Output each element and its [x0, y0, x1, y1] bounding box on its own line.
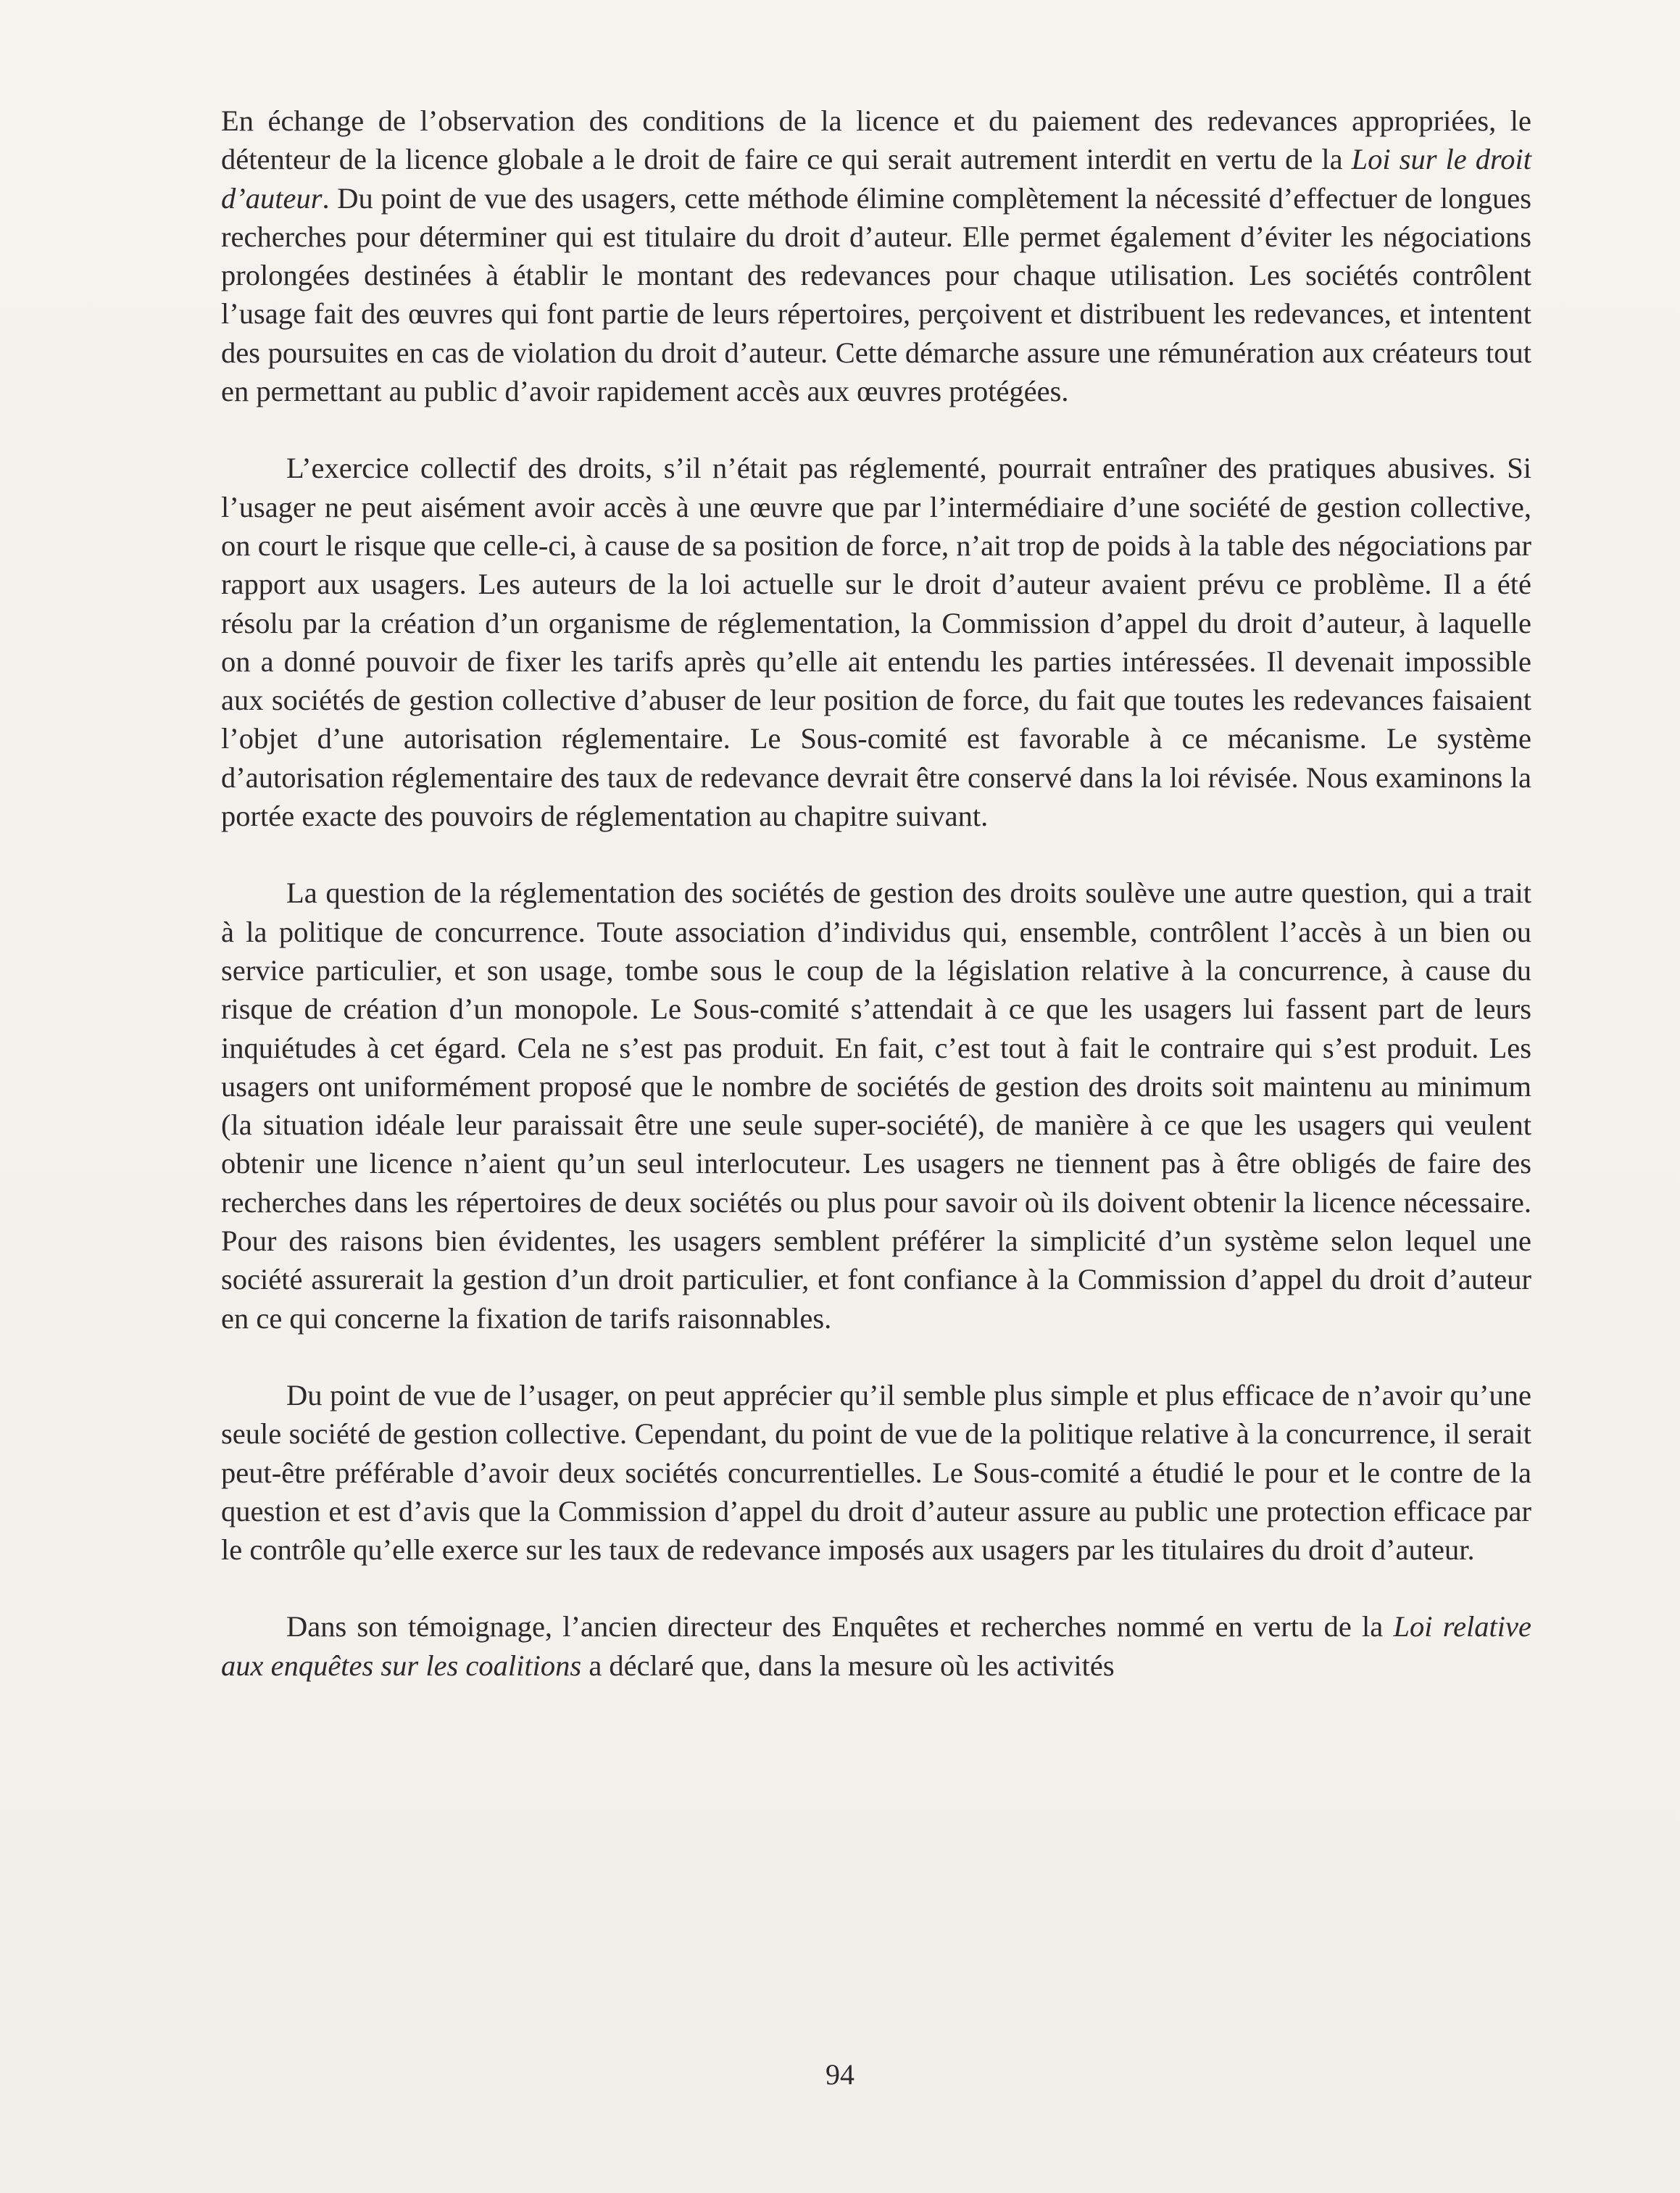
paragraph-5-text-a: Dans son témoignage, l’ancien directeur des Enquêtes et recherches nommé en vertu de la: [286, 1610, 1394, 1643]
paragraph-1-text-a: En échange de l’observation des conditions de la licence et du paiement des redevances appropriées, le détenteur de la licence globale a le droit de faire ce qui serait autrement interdit en vertu de la: [221, 104, 1531, 176]
paragraph-1: [221, 101, 1531, 410]
paragraph-2-text: L’exercice collectif des droits, s’il n’était pas réglementé, pourrait entraîner des pratiques abusives. Si l’usager ne peut aisément avoir accès à une œuvre que par l’intermédiaire d’une société de gestion collective, on court le risque que celle-ci, à cause de sa position de force, n’ait trop de poids à la table des négociations par rapport aux usagers. Les auteurs de la loi actuelle sur le droit d’auteur avaient prévu ce problème. Il a été résolu par la création d’un organisme de réglementation, la Commission d’appel du droit d’auteur, à laquelle on a donné pouvoir de fixer les tarifs après qu’elle ait entendu les parties intéressées. Il devenait impossible aux sociétés de gestion collective d’abuser de leur position de force, du fait que toutes les redevances faisaient l’objet d’une autorisation réglementaire. Le Sous-comité est favorable à ce mécanisme. Le système d’autorisation réglementaire des taux de redevance devrait être conservé dans la loi révisée. Nous examinons la portée exacte des pouvoirs de réglementation au chapitre suivant.: [221, 452, 1531, 833]
paragraph-4: [221, 1376, 1531, 1569]
page-number: 94: [826, 2058, 854, 2091]
paragraph-3: [221, 874, 1531, 1338]
law-title-copyright-act: Loi sur le droit d’auteur: [221, 143, 1532, 215]
paragraph-5-text-b: a déclaré que, dans la mesure où les activités: [581, 1649, 1115, 1682]
paragraph-5: [221, 1607, 1531, 1685]
paragraph-1-text-b: . Du point de vue des usagers, cette méthode élimine complètement la nécessité d’effectuer de longues recherches pour déterminer qui est titulaire du droit d’auteur. Elle permet également d’éviter les négociations prolongées destinées à établir le montant des redevances pour chaque utilisation. Les sociétés contrôlent l’usage fait des œuvres qui font partie de leurs répertoires, perçoivent et distribuent les redevances, et intentent des poursuites en cas de violation du droit d’auteur. Cette démarche assure une rémunération aux créateurs tout en permettant au public d’avoir rapidement accès aux œuvres protégées.: [221, 181, 1531, 408]
body-text: [221, 101, 1531, 1723]
paragraph-2: [221, 449, 1531, 835]
law-title-combines-investigation-act: Loi relative aux enquêtes sur les coalitions: [221, 1610, 1531, 1682]
paragraph-4-text: Du point de vue de l’usager, on peut apprécier qu’il semble plus simple et plus efficace de n’avoir qu’une seule société de gestion collective. Cependant, du point de vue de la politique relative à la concurrence, il serait peut-être préférable d’avoir deux sociétés concurrentielles. Le Sous-comité a étudié le pour et le contre de la question et est d’avis que la Commission d’appel du droit d’auteur assure au public une protection efficace par le contrôle qu’elle exerce sur les taux de redevance imposés aux usagers par les titulaires du droit d’auteur.: [221, 1378, 1531, 1567]
paragraph-3-text: La question de la réglementation des sociétés de gestion des droits soulève une autre question, qui a trait à la politique de concurrence. Toute association d’individus qui, ensemble, contrôlent l’accès à un bien ou service particulier, et son usage, tombe sous le coup de la législation relative à la concurrence, à cause du risque de création d’un monopole. Le Sous-comité s’attendait à ce que les usagers lui fassent part de leurs inquiétudes à cet égard. Cela ne s’est pas produit. En fait, c’est tout à fait le contraire qui s’est produit. Les usagers ont uniformément proposé que le nombre de sociétés de gestion des droits soit maintenu au minimum (la situation idéale leur paraissait être une seule super-société), de manière à ce que les usagers qui veulent obtenir une licence n’aient qu’un seul interlocuteur. Les usagers ne tiennent pas à être obligés de faire des recherches dans les répertoires de deux sociétés ou plus pour savoir où ils doivent obtenir la licence nécessaire. Pour des raisons bien évidentes, les usagers semblent préférer la simplicité d’un système selon lequel une société assurerait la gestion d’un droit particulier, et font confiance à la Commission d’appel du droit d’auteur en ce qui concerne la fixation de tarifs raisonnables.: [221, 876, 1531, 1335]
